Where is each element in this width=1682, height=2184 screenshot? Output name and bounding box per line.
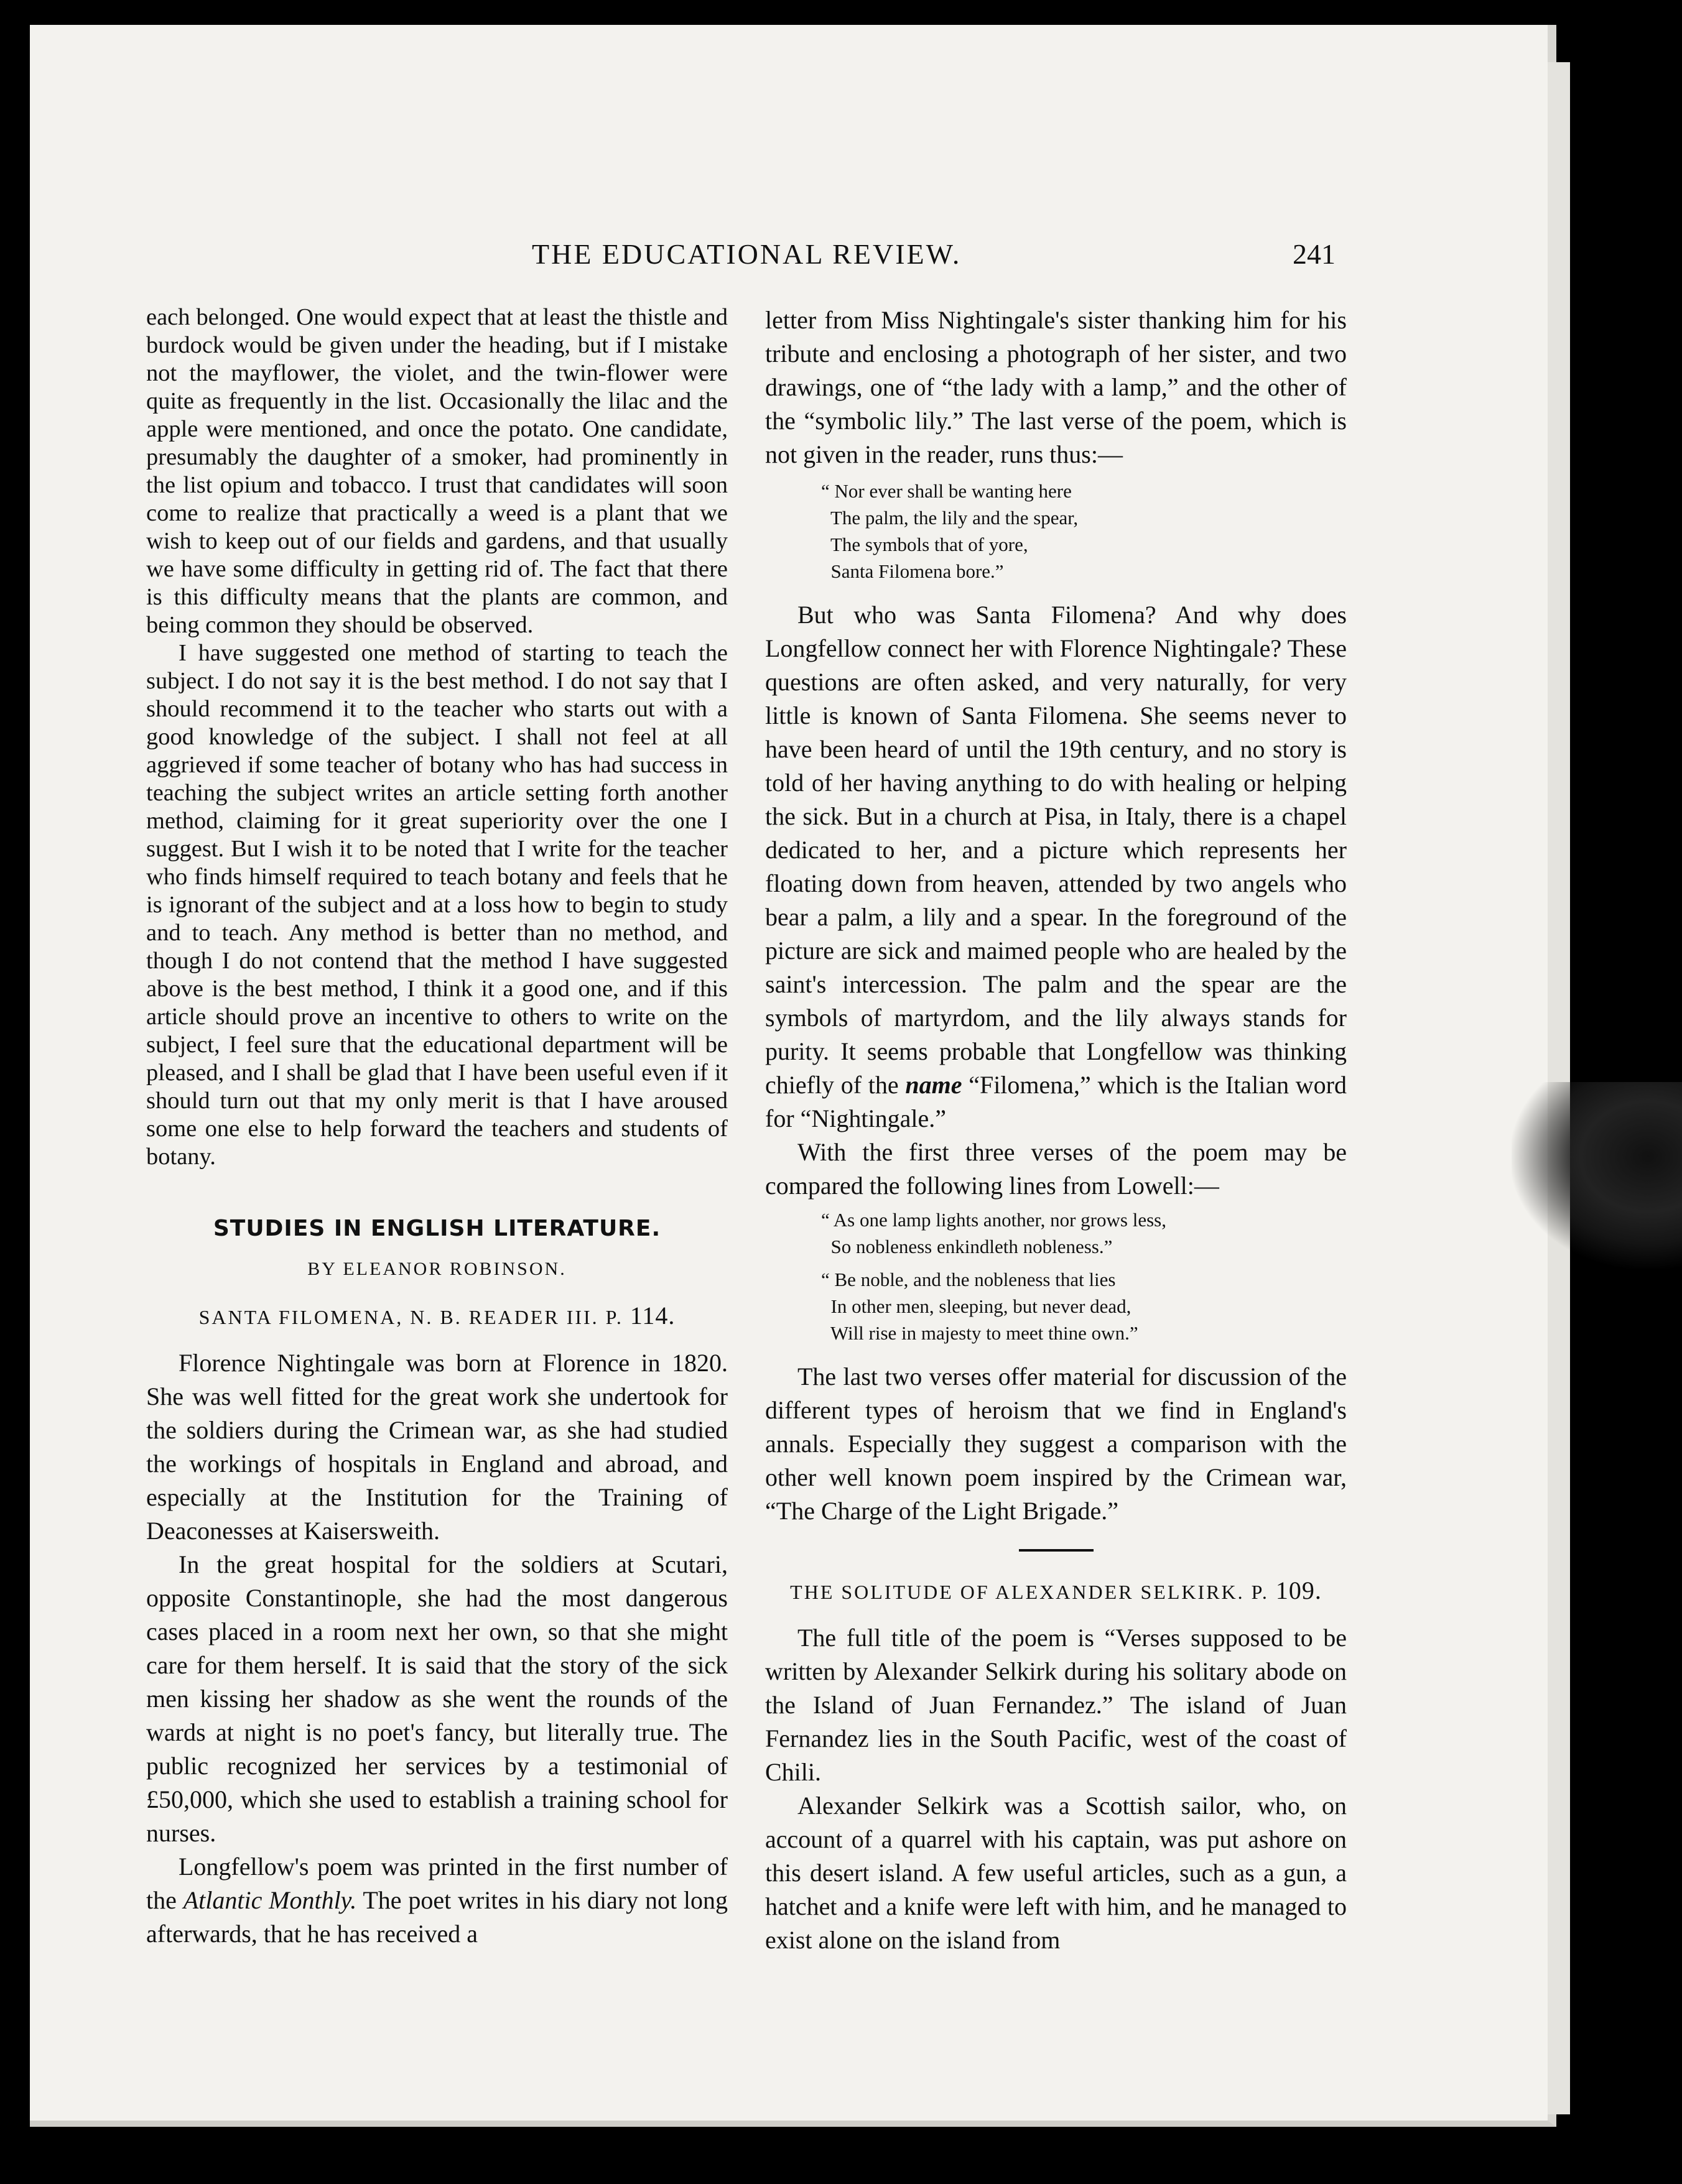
right-column: [765, 303, 1347, 1957]
article-body: [765, 303, 1347, 471]
verse: “ Nor ever shall be wanting here The palm, the lily and the spear, The symbols that of yore, Santa Filomena bore.”: [821, 480, 1079, 582]
subheading-text: THE SOLITUDE OF ALEXANDER SELKIRK. P.: [790, 1581, 1276, 1603]
paragraph: With the first three verses of the poem may be compared the following lines from Lowell:—: [765, 1138, 1347, 1200]
text-run: But who was Santa Filomena? And why does Longfellow connect her with Florence Nightingale? These questions are often asked, and very naturally, for very little is known of Santa Filomena. She seems never to have been heard of until the 19th century, and no story is told of her having anything to do with healing or helping the sick. But in a church at Pisa, in Italy, there is a chapel dedicated to her, and a picture which represents her floating down from heaven, attended by two angels who bear a palm, a lily and a spear. In the foreground of the picture are sick and maimed people who are healed by the saint's intercession. The palm and the spear are the symbols of martyrdom, and the lily always stands for purity. It seems probable that Longfellow was thinking chiefly of the: [765, 601, 1347, 1099]
article-body: [146, 1346, 728, 1951]
text-run: Longfellow's poem was printed in the first number of the: [146, 1853, 728, 1914]
paragraph: letter from Miss Nightingale's sister thanking him for his tribute and enclosing a photograph of her sister, and two drawings, one of “the lady with a lamp,” and the other of the “symbolic lily.” The last verse of the poem, which is not given in the reader, runs thus:—: [765, 306, 1347, 468]
section-title: STUDIES IN ENGLISH LITERATURE.: [213, 1216, 661, 1241]
verse: “ Be noble, and the nobleness that lies In other men, sleeping, but never dead, Will rise in majesty to meet thine own.”: [821, 1269, 1138, 1344]
paragraph: The full title of the poem is “Verses supposed to be written by Alexander Selkirk during his solitary abode on the Island of Juan Fernandez.” The island of Juan Fernandez lies in the South Pacific, west of the coast of Chili.: [765, 1624, 1347, 1786]
subheading-page: 114.: [630, 1302, 676, 1330]
article-body: [765, 1621, 1347, 1957]
article-body: [765, 598, 1347, 1203]
page-header: [0, 238, 1682, 275]
italic-emphasis: name: [905, 1071, 962, 1099]
subheading: [765, 1576, 1347, 1606]
paragraph: [146, 1850, 728, 1951]
paragraph: In the great hospital for the soldiers at Scutari, opposite Constantinople, she had the most dangerous cases placed in a room next her own, so that she might care for them herself. It is said that the story of the sick men kissing her shadow as she went the rounds of the wards at night is no poet's fancy, but literally true. The public recognized her services by a testimonial of £50,000, which she used to establish a training school for nurses.: [146, 1550, 728, 1847]
text-run: The poet writes in his diary not long afterwards, that he has received a: [146, 1886, 728, 1948]
binder-clip-shadow: [1512, 1082, 1682, 1269]
paragraph: [765, 598, 1347, 1136]
paragraph: Alexander Selkirk was a Scottish sailor, who, on account of a quarrel with his captain, was put ashore on this desert island. A few useful articles, such as a gun, a hatchet and a knife were left with him, and he managed to exist alone on the island from: [765, 1792, 1347, 1954]
section-divider: [1019, 1549, 1094, 1552]
subheading: [146, 1302, 728, 1331]
paragraph: each belonged. One would expect that at least the thistle and burdock would be given under the heading, but if I mistake not the mayflower, the violet, and the twin-flower were quite as frequently in the list. Occasionally the lilac and the apple were mentioned, and once the potato. One candidate, presumably the daughter of a smoker, had prominently in the list opium and tobacco. I trust that candidates will soon come to realize that practically a weed is a plant that we wish to keep out of our fields and gardens, and that usually we have some difficulty in getting rid of. The fact that there is this difficulty means that the plants are common, and being common they should be observed.: [146, 304, 728, 638]
left-column: [146, 303, 728, 1951]
byline: BY ELEANOR ROBINSON.: [307, 1259, 567, 1279]
subheading-page: 109.: [1275, 1576, 1322, 1604]
paragraph: Florence Nightingale was born at Florence in 1820. She was well fitted for the great work she undertook for the soldiers during the Crimean war, as she had studied the workings of hospitals in England and abroad, and especially at the Institution for the Training of Deaconesses at Kaisersweith.: [146, 1349, 728, 1545]
text-run: “Filomena,” which is the Italian word for “Nightingale.”: [765, 1071, 1347, 1132]
running-title: THE EDUCATIONAL REVIEW.: [532, 238, 962, 270]
verse: “ As one lamp lights another, nor grows less, So nobleness enkindleth nobleness.”: [821, 1209, 1166, 1257]
paragraph: I have suggested one method of starting to teach the subject. I do not say it is the best method. I do not say that I should recommend it to the teacher who starts out with a good knowledge of the subject. I shall not feel at all aggrieved if some teacher of botany who has had success in teaching the subject writes an article setting forth another method, claiming for it great superiority over the one I suggest. But I wish it to be noted that I write for the teacher who finds himself required to teach botany and feels that he is ignorant of the subject and at a loss how to begin to study and to teach. Any method is better than no method, and though I do not contend that the method I have suggested above is the best method, I think it a good one, and if this article should prove an incentive to others to write on the subject, I feel sure that the educational department will be pleased, and I shall be glad that I have been useful even if it should turn out that my only merit is that I have aroused some one else to help forward the teachers and students of botany.: [146, 640, 728, 1170]
paragraph: The last two verses offer material for discussion of the different types of heroism that we find in England's annals. Especially they suggest a comparison with the other well known poem inspired by the Crimean war, “The Charge of the Light Brigade.”: [765, 1363, 1347, 1525]
subheading-text: SANTA FILOMENA, N. B. READER III. P.: [198, 1306, 630, 1328]
page-number: 241: [1293, 238, 1336, 270]
article-body: [765, 1360, 1347, 1528]
italic-title: Atlantic Monthly.: [183, 1886, 357, 1914]
